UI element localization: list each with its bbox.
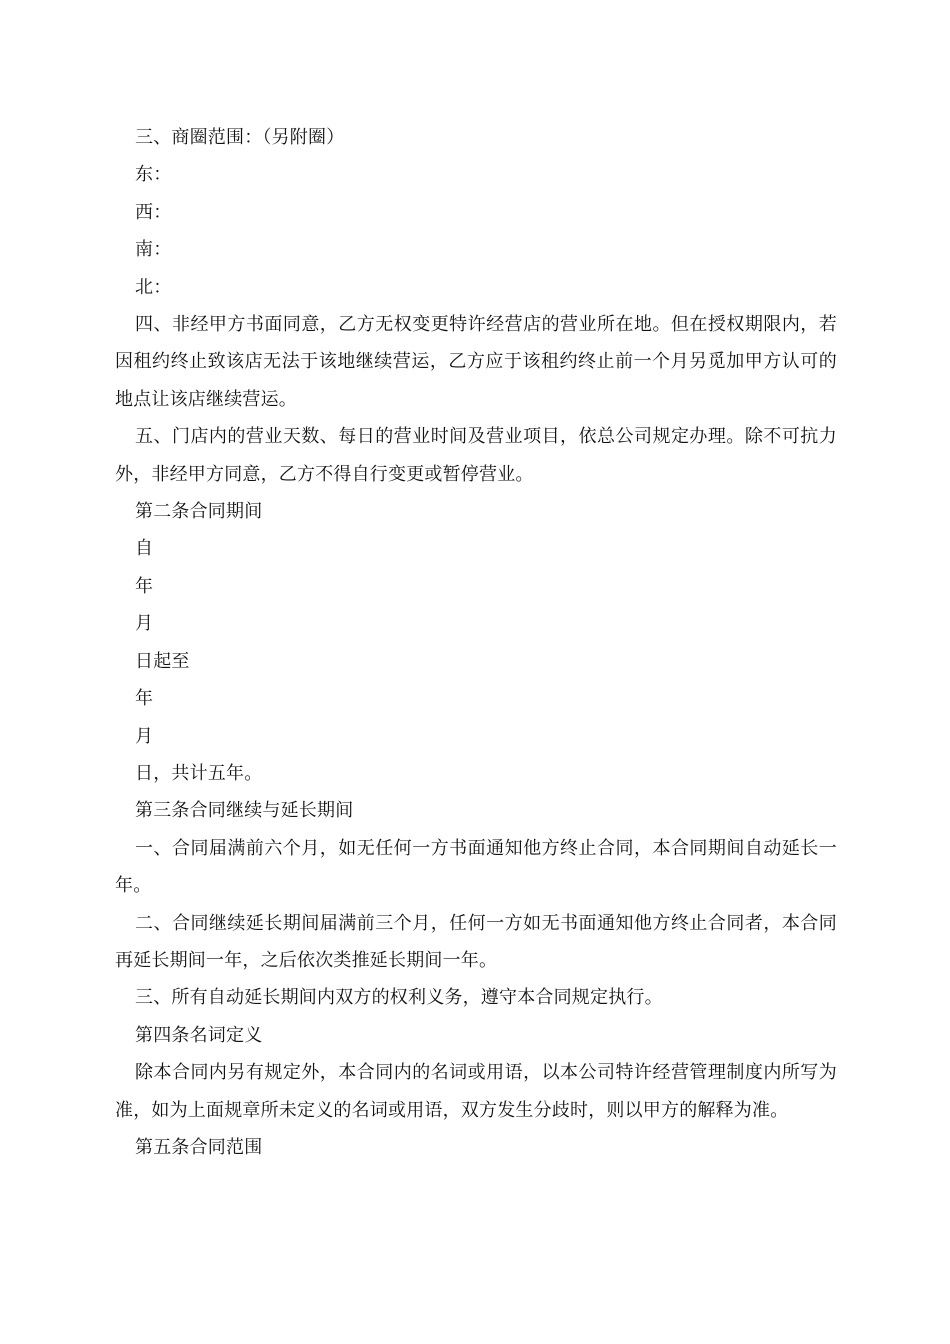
paragraph-extend-again: 二、合同继续延长期间届满前三个月，任何一方如无书面通知他方终止合同者，本合同再延长期间一年，之后依次类推延长期间一年。 — [115, 912, 837, 971]
paragraph-location-change: 四、非经甲方书面同意，乙方无权变更特许经营店的营业所在地。但在授权期限内，若因租约终止致该店无法于该地继续营运，乙方应于该租约终止前一个月另觅加甲方认可的地点让该店继续营运。 — [115, 314, 837, 410]
document-body — [115, 119, 837, 1166]
paragraph-month-end: 月 — [135, 725, 154, 747]
paragraph-month-start: 月 — [135, 613, 154, 635]
paragraph-definitions: 除本合同内另有规定外，本合同内的名词或用语，以本公司特许经营管理制度内所写为准，如为上面规章所未定义的名词或用语，双方发生分歧时，则以甲方的解释为准。 — [115, 1062, 837, 1121]
heading-article-2: 第二条合同期间 — [135, 501, 263, 523]
paragraph-east: 东： — [135, 164, 172, 186]
paragraph-business-days: 五、门店内的营业天数、每日的营业时间及营业项目，依总公司规定办理。除不可抗力外，非经甲方同意，乙方不得自行变更或暂停营业。 — [115, 426, 837, 485]
paragraph-south: 南： — [135, 239, 172, 261]
paragraph-west: 西： — [135, 201, 172, 223]
heading-article-3: 第三条合同继续与延长期间 — [135, 800, 354, 822]
heading-article-5: 第五条合同范围 — [135, 1136, 263, 1158]
paragraph-day-total: 日，共计五年。 — [135, 762, 263, 784]
heading-article-4: 第四条名词定义 — [135, 1024, 263, 1046]
paragraph-from: 自 — [135, 538, 154, 560]
paragraph-trade-area: 三、商圈范围：（另附圈） — [135, 127, 345, 148]
paragraph-day-to: 日起至 — [135, 650, 190, 672]
paragraph-year-start: 年 — [135, 575, 154, 597]
paragraph-rights-obligations: 三、所有自动延长期间内双方的权利义务，遵守本合同规定执行。 — [135, 987, 663, 1009]
paragraph-north: 北： — [135, 276, 172, 298]
paragraph-year-end: 年 — [135, 688, 154, 710]
paragraph-auto-extend: 一、合同届满前六个月，如无任何一方书面通知他方终止合同，本合同期间自动延长一年。 — [115, 837, 837, 897]
